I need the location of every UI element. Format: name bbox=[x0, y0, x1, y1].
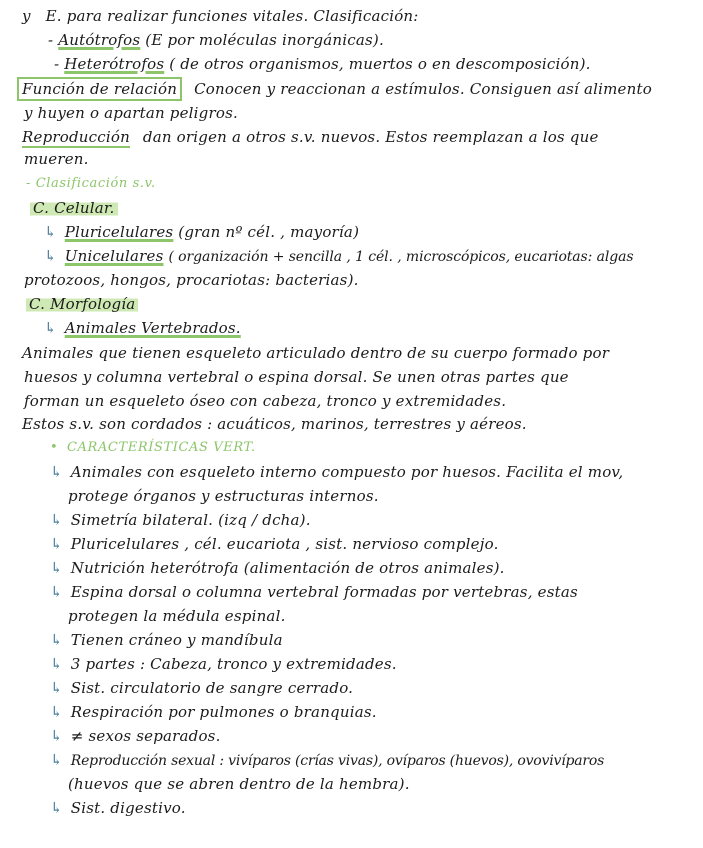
arrow-icon: ↳ bbox=[44, 223, 57, 241]
note-line bbox=[22, 414, 527, 434]
arrow-icon: ↳ bbox=[50, 583, 63, 601]
line-text: Sist. digestivo. bbox=[70, 799, 186, 817]
line-text: ( organización + sencilla , 1 cél. , microscópicos, eucariotas: algas bbox=[168, 249, 634, 265]
line-text: Sist. circulatorio de sangre cerrado. bbox=[70, 679, 354, 697]
arrow-icon: ↳ bbox=[44, 319, 57, 337]
note-line bbox=[68, 606, 286, 626]
note-line bbox=[48, 30, 384, 50]
note-line bbox=[20, 79, 652, 99]
term-c-celular: C. Celular. bbox=[30, 199, 118, 217]
arrow-icon: ↳ bbox=[44, 247, 57, 265]
line-text: (gran nº cél. , mayoría) bbox=[178, 223, 360, 241]
line-prefix: - bbox=[48, 31, 54, 49]
line-text: Conocen y reaccionan a estímulos. Consiguen así alimento bbox=[194, 80, 652, 98]
note-line bbox=[54, 54, 591, 74]
line-text: dan origen a otros s.v. nuevos. Estos reemplazan a los que bbox=[142, 128, 599, 146]
line-text: Tienen cráneo y mandíbula bbox=[70, 631, 283, 649]
line-prefix: - bbox=[26, 176, 31, 191]
line-text: (E por moléculas inorgánicas). bbox=[145, 31, 384, 49]
bullet-icon: • bbox=[50, 440, 59, 455]
note-line bbox=[24, 367, 569, 387]
note-line bbox=[44, 318, 241, 338]
arrow-icon: ↳ bbox=[50, 703, 63, 721]
line-prefix: - bbox=[54, 55, 60, 73]
term-pluricelulares: Pluricelulares bbox=[64, 223, 174, 241]
term-funcion-relacion: Función de relación bbox=[22, 80, 178, 98]
note-line bbox=[44, 246, 633, 267]
heading-clasificacion: Clasificación s.v. bbox=[35, 176, 156, 191]
line-text: (huevos que se abren dentro de la hembra). bbox=[68, 775, 410, 793]
term-reproduccion: Reproducción bbox=[22, 128, 130, 146]
term-c-morfologia: C. Morfología bbox=[26, 295, 138, 313]
line-text: protege órganos y estructuras internos. bbox=[68, 487, 379, 505]
line-text: protozoos, hongos, procariotas: bacterias). bbox=[24, 271, 359, 289]
line-text: Espina dorsal o columna vertebral formadas por vertebras, estas bbox=[70, 583, 578, 601]
line-text: Simetría bilateral. (izq / dcha). bbox=[70, 511, 311, 529]
note-line bbox=[22, 343, 609, 363]
line-text: Nutrición heterótrofa (alimentación de otros animales). bbox=[70, 559, 505, 577]
note-line bbox=[50, 462, 623, 482]
line-text: Reproducción sexual : vivíparos (crías vivas), ovíparos (huevos), ovovivíparos bbox=[70, 753, 605, 769]
line-text: ≠ sexos separados. bbox=[70, 727, 221, 745]
note-line bbox=[68, 774, 410, 794]
term-animales-vertebrados: Animales Vertebrados. bbox=[64, 319, 241, 337]
arrow-icon: ↳ bbox=[50, 511, 63, 529]
line-text: Animales que tienen esqueleto articulado dentro de su cuerpo formado por bbox=[22, 344, 610, 362]
term-autotrofos: Autótrofos bbox=[58, 31, 141, 49]
line-text: Pluricelulares , cél. eucariota , sist. nervioso complejo. bbox=[70, 535, 499, 553]
note-line bbox=[30, 198, 118, 218]
line-prefix: y bbox=[22, 7, 31, 25]
note-line bbox=[50, 726, 221, 746]
note-line bbox=[22, 6, 419, 26]
section-heading bbox=[26, 174, 156, 194]
arrow-icon: ↳ bbox=[50, 727, 63, 745]
note-line bbox=[50, 582, 578, 602]
line-text: 3 partes : Cabeza, tronco y extremidades. bbox=[70, 655, 397, 673]
note-line bbox=[50, 510, 311, 530]
note-line bbox=[24, 270, 359, 290]
arrow-icon: ↳ bbox=[50, 535, 63, 553]
term-unicelulares: Unicelulares bbox=[64, 247, 164, 265]
line-text: forman un esqueleto óseo con cabeza, tronco y extremidades. bbox=[24, 392, 507, 410]
line-text: Respiración por pulmones o branquias. bbox=[70, 703, 377, 721]
note-line bbox=[50, 654, 397, 674]
note-line bbox=[50, 798, 186, 818]
arrow-icon: ↳ bbox=[50, 655, 63, 673]
note-line bbox=[24, 149, 89, 169]
term-heterotrofos: Heterótrofos bbox=[64, 55, 165, 73]
arrow-icon: ↳ bbox=[50, 631, 63, 649]
note-line bbox=[50, 678, 353, 698]
note-line bbox=[26, 294, 138, 314]
arrow-icon: ↳ bbox=[50, 559, 63, 577]
line-text: protegen la médula espinal. bbox=[68, 607, 286, 625]
section-heading bbox=[50, 438, 256, 458]
arrow-icon: ↳ bbox=[50, 751, 63, 769]
line-text: ( de otros organismos, muertos o en descomposición). bbox=[169, 55, 591, 73]
note-line bbox=[50, 558, 505, 578]
line-text: mueren. bbox=[24, 150, 89, 168]
note-line bbox=[24, 103, 238, 123]
line-text: E. para realizar funciones vitales. Clasificación: bbox=[45, 7, 419, 25]
line-text: y huyen o apartan peligros. bbox=[24, 104, 238, 122]
arrow-icon: ↳ bbox=[50, 679, 63, 697]
line-text: Estos s.v. son cordados : acuáticos, marinos, terrestres y aéreos. bbox=[22, 415, 527, 433]
note-line bbox=[24, 391, 506, 411]
note-line bbox=[68, 486, 379, 506]
note-line bbox=[22, 127, 599, 147]
note-line bbox=[50, 630, 283, 650]
note-line bbox=[44, 222, 359, 242]
note-line bbox=[50, 750, 604, 771]
line-text: Animales con esqueleto interno compuesto por huesos. Facilita el mov, bbox=[70, 463, 624, 481]
note-line bbox=[50, 534, 499, 554]
line-text: huesos y columna vertebral o espina dorsal. Se unen otras partes que bbox=[24, 368, 569, 386]
note-line bbox=[50, 702, 377, 722]
arrow-icon: ↳ bbox=[50, 463, 63, 481]
heading-caracteristicas: CARACTERÍSTICAS VERT. bbox=[67, 440, 256, 455]
arrow-icon: ↳ bbox=[50, 799, 63, 817]
